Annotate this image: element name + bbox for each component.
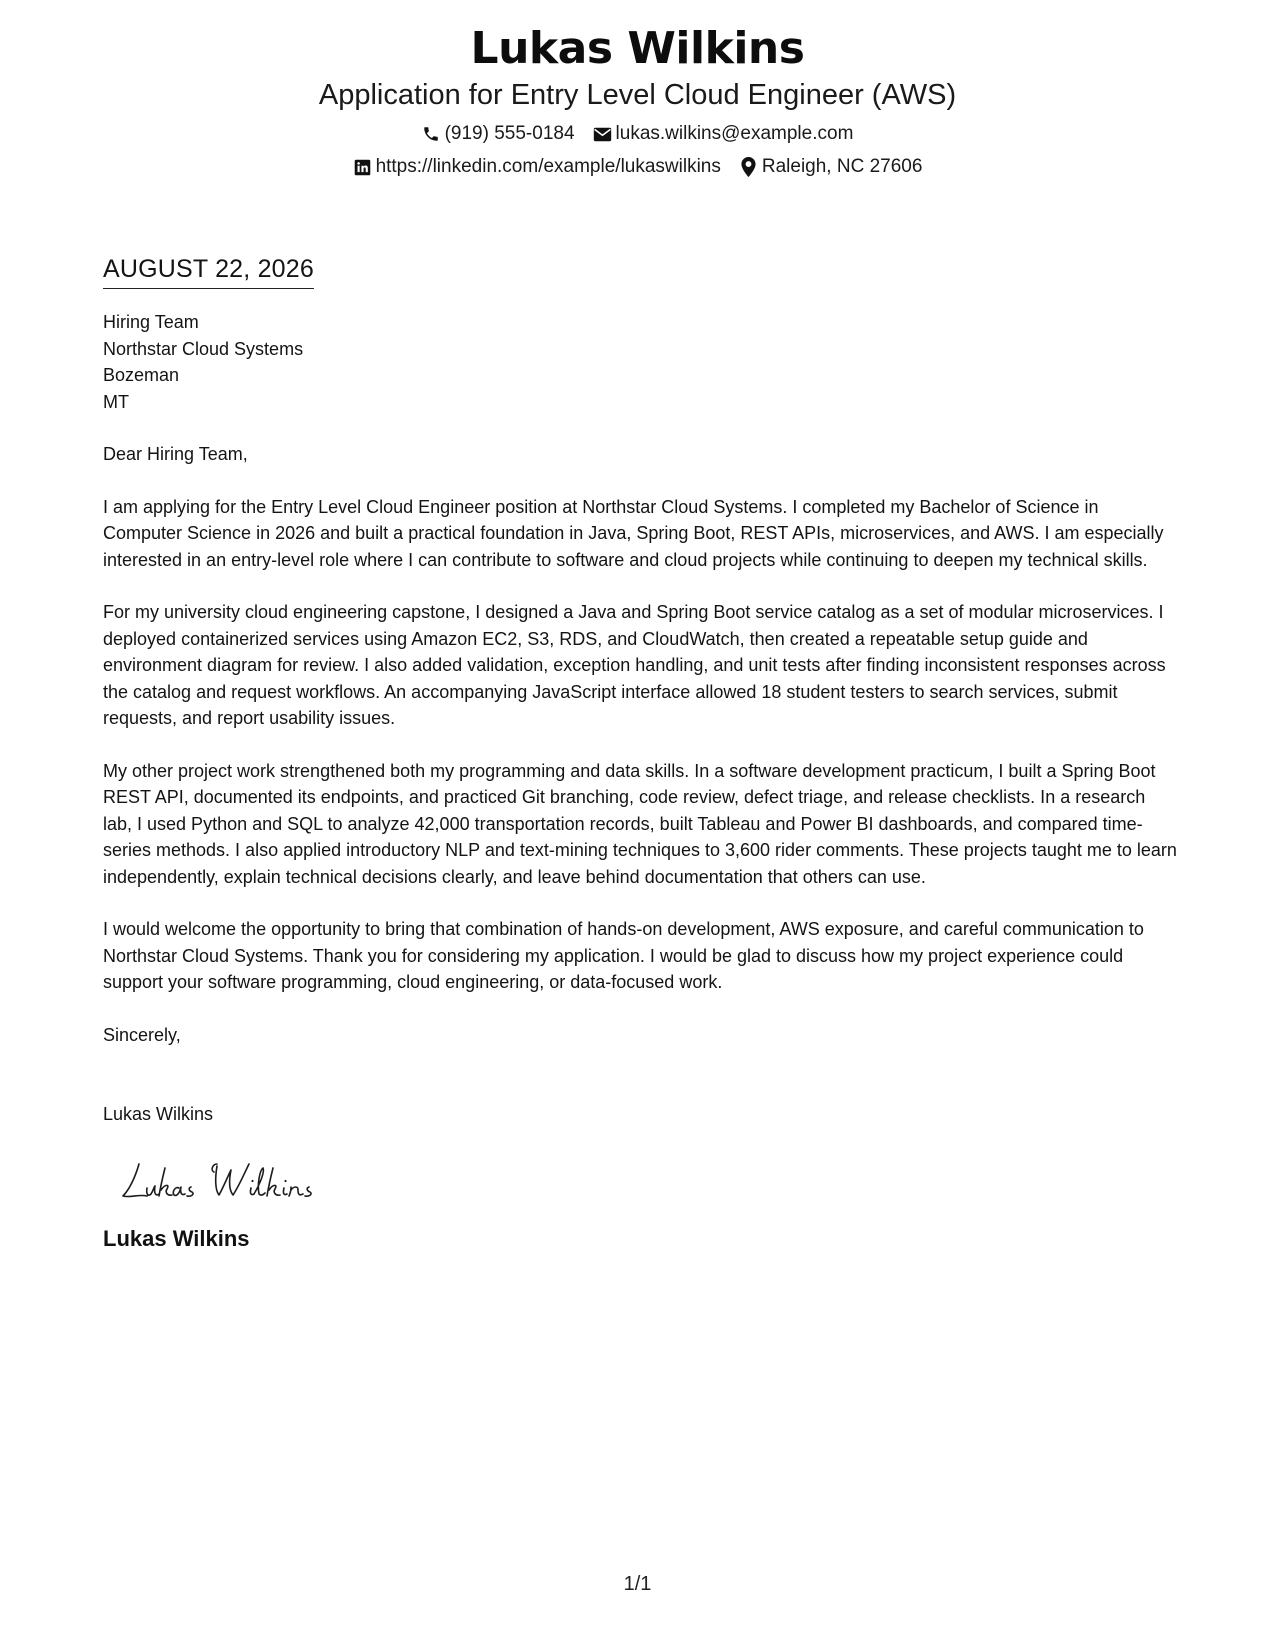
body-paragraph: I would welcome the opportunity to bring that combination of hands-on development, AWS exposure, and careful communication to Northstar Cloud Systems. Thank you for considering my application. I would be glad to discuss how my project experience could support your software programming, cloud engineering, or data-focused work. [103, 919, 1144, 992]
location-text: Raleigh, NC 27606 [761, 156, 923, 177]
linkedin-icon [353, 158, 372, 177]
contact-linkedin[interactable] [353, 155, 721, 179]
map-pin-icon [739, 158, 758, 177]
page-number: 1/1 [623, 1573, 652, 1595]
body-paragraph: For my university cloud engineering capstone, I designed a Java and Spring Boot service catalog as a set of modular microservices. I deployed containerized services using Amazon EC2, S3, RDS, and CloudWatch, then created a repeatable setup guide and environment diagram for review. I also added validation, exception handling, and unit tests after finding inconsistent responses across the catalog and request workflows. An accompanying JavaScript interface allowed 18 student testers to search services, submit requests, and report usability issues. [103, 602, 1166, 728]
application-subtitle: Application for Entry Level Cloud Engineer (AWS) [318, 79, 957, 111]
closing: Sincerely, [103, 1024, 181, 1045]
recipient-line: Hiring Team [103, 312, 199, 332]
contact-row-primary [0, 122, 1275, 146]
applicant-name: Lukas Wilkins [470, 23, 805, 74]
phone-icon [422, 125, 441, 144]
envelope-icon [593, 125, 612, 144]
letter-body [103, 253, 1178, 1253]
contact-location [739, 155, 923, 179]
salutation: Dear Hiring Team, [103, 444, 248, 464]
phone-number: (919) 555-0184 [444, 123, 575, 144]
body-paragraph: My other project work strengthened both my programming and data skills. In a software development practicum, I built a Spring Boot REST API, documented its endpoints, and practiced Git branching, code review, defect triage, and release checklists. In a research lab, I used Python and SQL to analyze 42,000 transportation records, built Tableau and Power BI dashboards, and compared time-series methods. I also applied introductory NLP and text-mining techniques to 3,600 rider comments. These projects taught me to learn independently, explain technical decisions clearly, and leave behind documentation that others can use. [103, 760, 1177, 887]
signer-name-bold: Lukas Wilkins [103, 1226, 250, 1251]
recipient-line: Bozeman [103, 365, 180, 385]
handwritten-signature [117, 1150, 357, 1208]
linkedin-url[interactable]: https://linkedin.com/example/lukaswilkins [375, 156, 721, 177]
email-address[interactable]: lukas.wilkins@example.com [615, 123, 854, 144]
recipient-line: Northstar Cloud Systems [103, 338, 304, 359]
body-paragraph: I am applying for the Entry Level Cloud Engineer position at Northstar Cloud Systems. I completed my Bachelor of Science in Computer Science in 2026 and built a practical foundation in Java, Spring Boot, REST APIs, microservices, and AWS. I am especially interested in an entry-level role where I can contribute to software and cloud projects while continuing to deepen my technical skills. [103, 496, 1164, 570]
contact-row-secondary [0, 155, 1275, 179]
letter-date: AUGUST 22, 2026 [103, 253, 314, 289]
recipient-address [103, 309, 1178, 415]
contact-phone [422, 122, 575, 146]
contact-email[interactable] [593, 122, 854, 146]
recipient-line: MT [103, 391, 129, 412]
letter-header [0, 20, 1275, 179]
signer-name: Lukas Wilkins [103, 1104, 214, 1124]
